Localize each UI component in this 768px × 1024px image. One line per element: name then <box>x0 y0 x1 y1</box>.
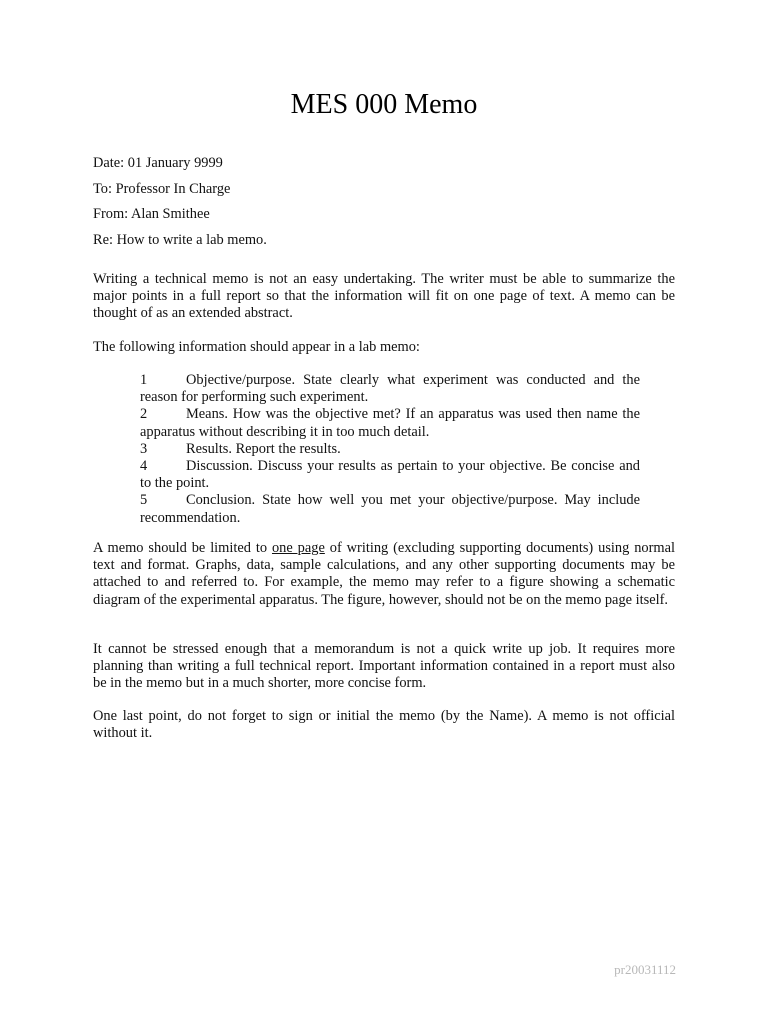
lead-paragraph: The following information should appear in a lab memo: <box>93 339 420 355</box>
list-item <box>140 372 640 406</box>
intro-paragraph: Writing a technical memo is not an easy undertaking. The writer must be able to summarize the major points in a full report so that the information will fit on one page of text. A memo can be thought of as an extended abstract. <box>93 271 675 322</box>
planning-paragraph: It cannot be stressed enough that a memorandum is not a quick write up job. It requires more planning than writing a full technical report. Important information contained in a report must also be in the memo but in a much shorter, more concise form. <box>93 641 675 692</box>
list-item-number: 1 <box>140 372 148 388</box>
memo-header <box>93 153 267 255</box>
list-item-text: Conclusion. State how well you met your objective/purpose. May include recommendation. <box>140 492 640 526</box>
list-item-number: 4 <box>140 458 148 475</box>
list-item-number: 3 <box>140 440 148 457</box>
page-limit-text-end: of writing (excluding supporting documents) using normal text and format. Graphs, data, sample calculations, and any other supporting documents may be attached to and referred to. For example, the memo may refer to a figure showing a schematic diagram of the experimental apparatus. The figure, however, should not be on the memo page itself. <box>93 540 675 608</box>
memo-from: From: Alan Smithee <box>93 206 210 222</box>
memo-contents-list <box>140 372 640 527</box>
list-item-text: Objective/purpose. State clearly what experiment was conducted and the reason for performing such experiment. <box>140 372 640 406</box>
memo-to: To: Professor In Charge <box>93 180 231 197</box>
list-item-number: 2 <box>140 406 148 423</box>
document-code: pr20031112 <box>614 962 676 977</box>
list-item-number: 5 <box>140 492 148 509</box>
list-item <box>140 441 640 458</box>
page-limit-paragraph <box>93 540 675 609</box>
list-item <box>140 492 640 526</box>
list-item <box>140 458 640 492</box>
memo-title: MES 000 Memo <box>290 89 478 120</box>
memo-subject: Re: How to write a lab memo. <box>93 231 267 248</box>
one-page-emphasis: one page <box>271 540 325 556</box>
list-item <box>140 406 640 440</box>
page-limit-text-start: A memo should be limited to <box>93 540 272 556</box>
signature-paragraph: One last point, do not forget to sign or initial the memo (by the Name). A memo is not official without it. <box>93 708 675 742</box>
list-item-text: Discussion. Discuss your results as pertain to your objective. Be concise and to the point. <box>140 458 640 492</box>
memo-date: Date: 01 January 9999 <box>93 155 223 171</box>
list-item-text: Results. Report the results. <box>186 440 341 457</box>
list-item-text: Means. How was the objective met? If an apparatus was used then name the apparatus without describing it in too much detail. <box>140 406 640 440</box>
